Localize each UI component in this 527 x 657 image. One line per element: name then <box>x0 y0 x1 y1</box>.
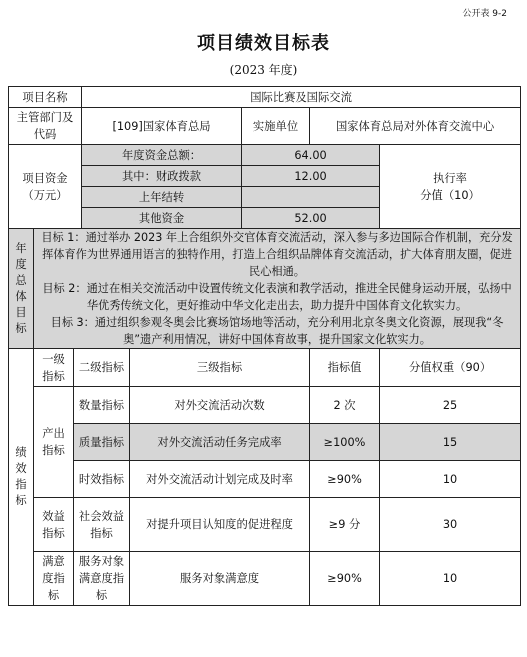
fiscal-year: (2023 年度) <box>229 63 298 77</box>
header-level3: 三级指标 <box>130 349 310 387</box>
objectives-label-cell <box>9 229 34 349</box>
funds-carryover-label: 上年结转 <box>82 187 242 208</box>
value-cell: ≥90% <box>310 552 380 606</box>
funds-fiscal-label: 其中：财政拨款 <box>82 166 242 187</box>
output-indicator-label: 产出指标 <box>34 387 74 498</box>
benefit-indicator-label: 效益指标 <box>34 498 74 552</box>
project-name-label: 项目名称 <box>9 87 82 108</box>
level3-cell: 对外交流活动计划完成及时率 <box>130 461 310 498</box>
table-row <box>9 498 521 552</box>
value-cell: ≥100% <box>310 424 380 461</box>
objective-item: 目标 1：通过举办 2023 年上合组织外交官体育交流活动，深入参与多边国际合作机制，充分发挥体育作为世界通用语言的独特作用，打造上合组织品牌体育交流活动，扩大体育朋友圈，促进民心相通。 <box>41 231 513 278</box>
table-row <box>9 461 521 498</box>
level2-cell: 服务对象满意度指标 <box>74 552 130 606</box>
level3-cell: 对提升项目认知度的促进程度 <box>130 498 310 552</box>
objective-item: 目标 2：通过在相关交流活动中设置传统文化表演和教学活动，推进全民健身运动开展，弘扬中华优秀传统文化，更好推动中华文化走出去，助力提升中国体育文化软实力。 <box>42 282 512 312</box>
weight-cell: 10 <box>380 552 521 606</box>
weight-cell: 10 <box>380 461 521 498</box>
implementing-unit-label: 实施单位 <box>242 108 310 145</box>
header-level2: 二级指标 <box>74 349 130 387</box>
objectives-text <box>34 229 521 349</box>
objectives-label: 年度总体目标 <box>15 241 27 335</box>
value-cell: ≥90% <box>310 461 380 498</box>
funds-label: 项目资金（万元） <box>9 145 82 229</box>
weight-cell: 30 <box>380 498 521 552</box>
value-cell: ≥9 分 <box>310 498 380 552</box>
level2-cell: 质量指标 <box>74 424 130 461</box>
indicators-label-cell <box>9 349 34 606</box>
weight-cell: 15 <box>380 424 521 461</box>
objectives-row <box>9 229 521 349</box>
level3-cell: 对外交流活动任务完成率 <box>130 424 310 461</box>
department-label: 主管部门及代码 <box>9 108 82 145</box>
header-weight: 分值权重（90） <box>380 349 521 387</box>
execution-rate-label: 执行率 <box>433 171 467 185</box>
level3-cell: 服务对象满意度 <box>130 552 310 606</box>
project-name-value: 国际比赛及国际交流 <box>82 87 521 108</box>
implementing-unit-value: 国家体育总局对外体育交流中心 <box>310 108 521 145</box>
header-value: 指标值 <box>310 349 380 387</box>
level2-cell: 数量指标 <box>74 387 130 424</box>
funds-total-value: 64.00 <box>242 145 380 166</box>
performance-target-table <box>8 86 521 606</box>
level2-cell: 社会效益指标 <box>74 498 130 552</box>
level3-cell: 对外交流活动次数 <box>130 387 310 424</box>
department-value: [109]国家体育总局 <box>82 108 242 145</box>
project-name-row <box>9 87 521 108</box>
table-row <box>9 387 521 424</box>
funds-other-value: 52.00 <box>242 208 380 229</box>
form-number: 公开表 9-2 <box>462 9 507 19</box>
funds-total-row <box>9 145 521 166</box>
table-row <box>9 552 521 606</box>
funds-total-label: 年度资金总额： <box>82 145 242 166</box>
funds-carryover-value <box>242 187 380 208</box>
funds-fiscal-value: 12.00 <box>242 166 380 187</box>
header-level1: 一级指标 <box>34 349 74 387</box>
department-row <box>9 108 521 145</box>
value-cell: 2 次 <box>310 387 380 424</box>
execution-rate-cell <box>380 145 521 229</box>
indicators-label: 绩效指标 <box>15 446 27 507</box>
objective-item: 目标 3：通过组织参观冬奥会比赛场馆场地等活动，充分利用北京冬奥文化资源，展现我“冬奥”遗产利用情况，讲好中国体育故事，提升国家文化软实力。 <box>50 316 504 346</box>
execution-rate-score: 分值（10） <box>420 188 480 202</box>
table-row <box>9 424 521 461</box>
level2-cell: 时效指标 <box>74 461 130 498</box>
page-title: 项目绩效目标表 <box>197 33 330 54</box>
funds-other-label: 其他资金 <box>82 208 242 229</box>
weight-cell: 25 <box>380 387 521 424</box>
indicator-header-row <box>9 349 521 387</box>
satisfaction-indicator-label: 满意度指标 <box>34 552 74 606</box>
